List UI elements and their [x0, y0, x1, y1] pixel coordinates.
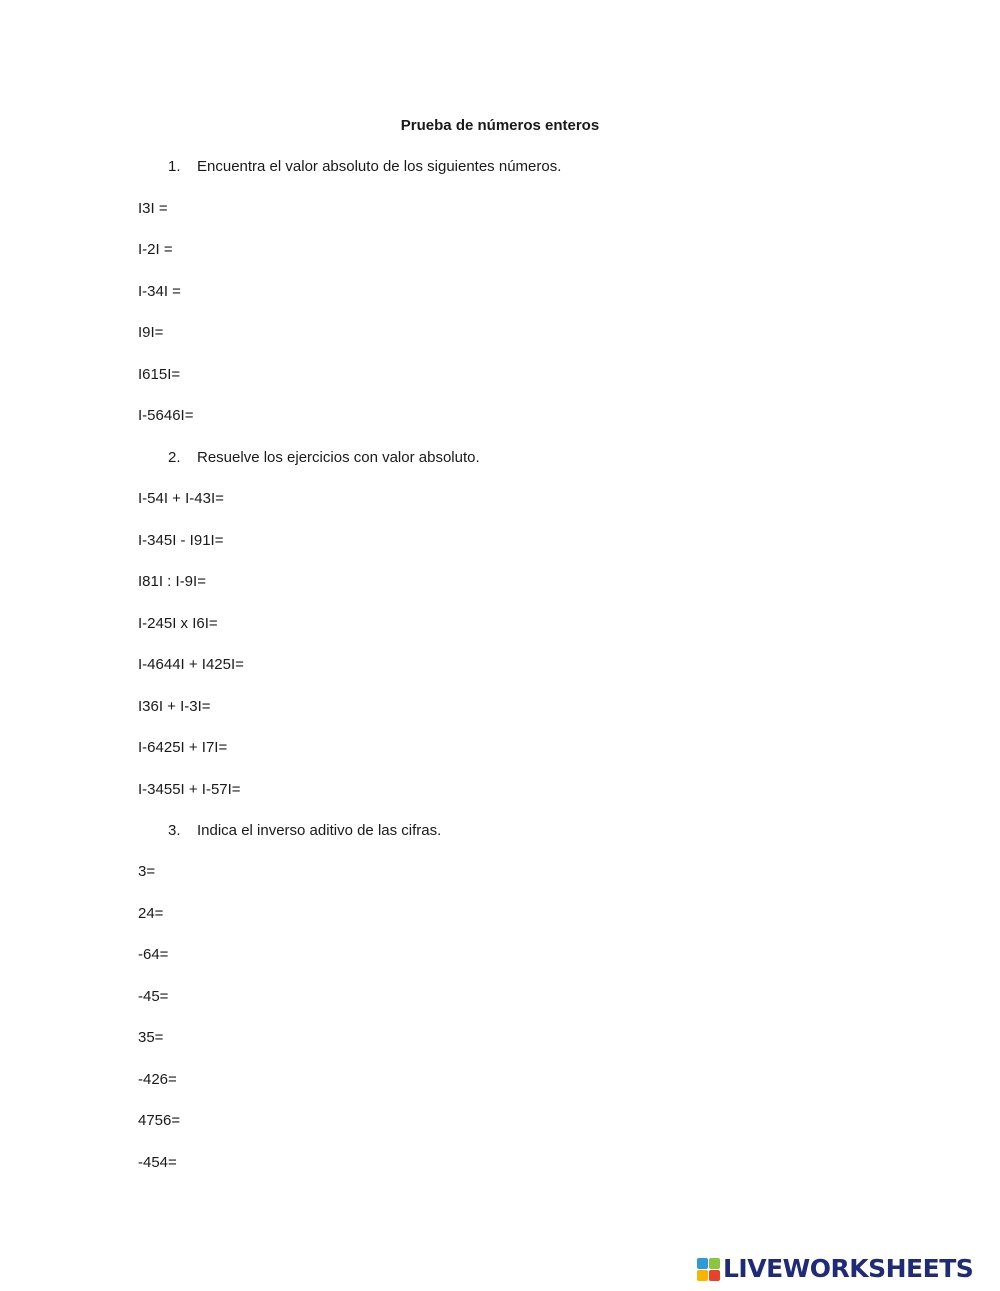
exercise-item: I615I= — [138, 366, 181, 383]
logo-badge-icon — [697, 1258, 720, 1281]
exercise-item: 35= — [138, 1029, 164, 1046]
exercise-item: -64= — [138, 946, 169, 963]
exercise-item: 24= — [138, 905, 164, 922]
logo-square — [709, 1258, 720, 1269]
logo-square — [709, 1270, 720, 1281]
exercise-item: I-5646I= — [138, 407, 194, 424]
section-instruction: Resuelve los ejercicios con valor absoluto. — [197, 449, 480, 466]
exercise-item: I-345I - I91I= — [138, 532, 224, 549]
exercise-item: -45= — [138, 988, 169, 1005]
exercise-item: I-3455I + I-57I= — [138, 781, 241, 798]
exercise-item: I-34I = — [138, 283, 181, 300]
section-number: 3. — [168, 822, 181, 839]
exercise-item: I3I = — [138, 200, 168, 217]
page-title: Prueba de números enteros — [400, 117, 600, 134]
section-3-heading — [168, 822, 441, 839]
exercise-item: 4756= — [138, 1112, 181, 1129]
section-instruction: Indica el inverso aditivo de las cifras. — [197, 822, 442, 839]
section-2-heading — [168, 449, 480, 466]
exercise-item: I-245I x I6I= — [138, 615, 218, 632]
exercise-item: I81I : I-9I= — [138, 573, 206, 590]
exercise-item: -454= — [138, 1154, 177, 1171]
exercise-item: I9I= — [138, 324, 164, 341]
section-instruction: Encuentra el valor absoluto de los siguientes números. — [197, 158, 562, 175]
liveworksheets-logo — [697, 1254, 974, 1283]
section-number: 2. — [168, 449, 181, 466]
section-number: 1. — [168, 158, 181, 175]
section-1-heading — [168, 158, 561, 175]
exercise-item: -426= — [138, 1071, 177, 1088]
logo-text: LIVEWORKSHEETS — [723, 1254, 974, 1283]
exercise-item: 3= — [138, 863, 156, 880]
logo-square — [697, 1270, 708, 1281]
exercise-item: I-4644I + I425I= — [138, 656, 244, 673]
exercise-item: I36I + I-3I= — [138, 698, 211, 715]
exercise-item: I-2I = — [138, 241, 173, 258]
logo-square — [697, 1258, 708, 1269]
exercise-item: I-54I + I-43I= — [138, 490, 224, 507]
exercise-item: I-6425I + I7I= — [138, 739, 228, 756]
